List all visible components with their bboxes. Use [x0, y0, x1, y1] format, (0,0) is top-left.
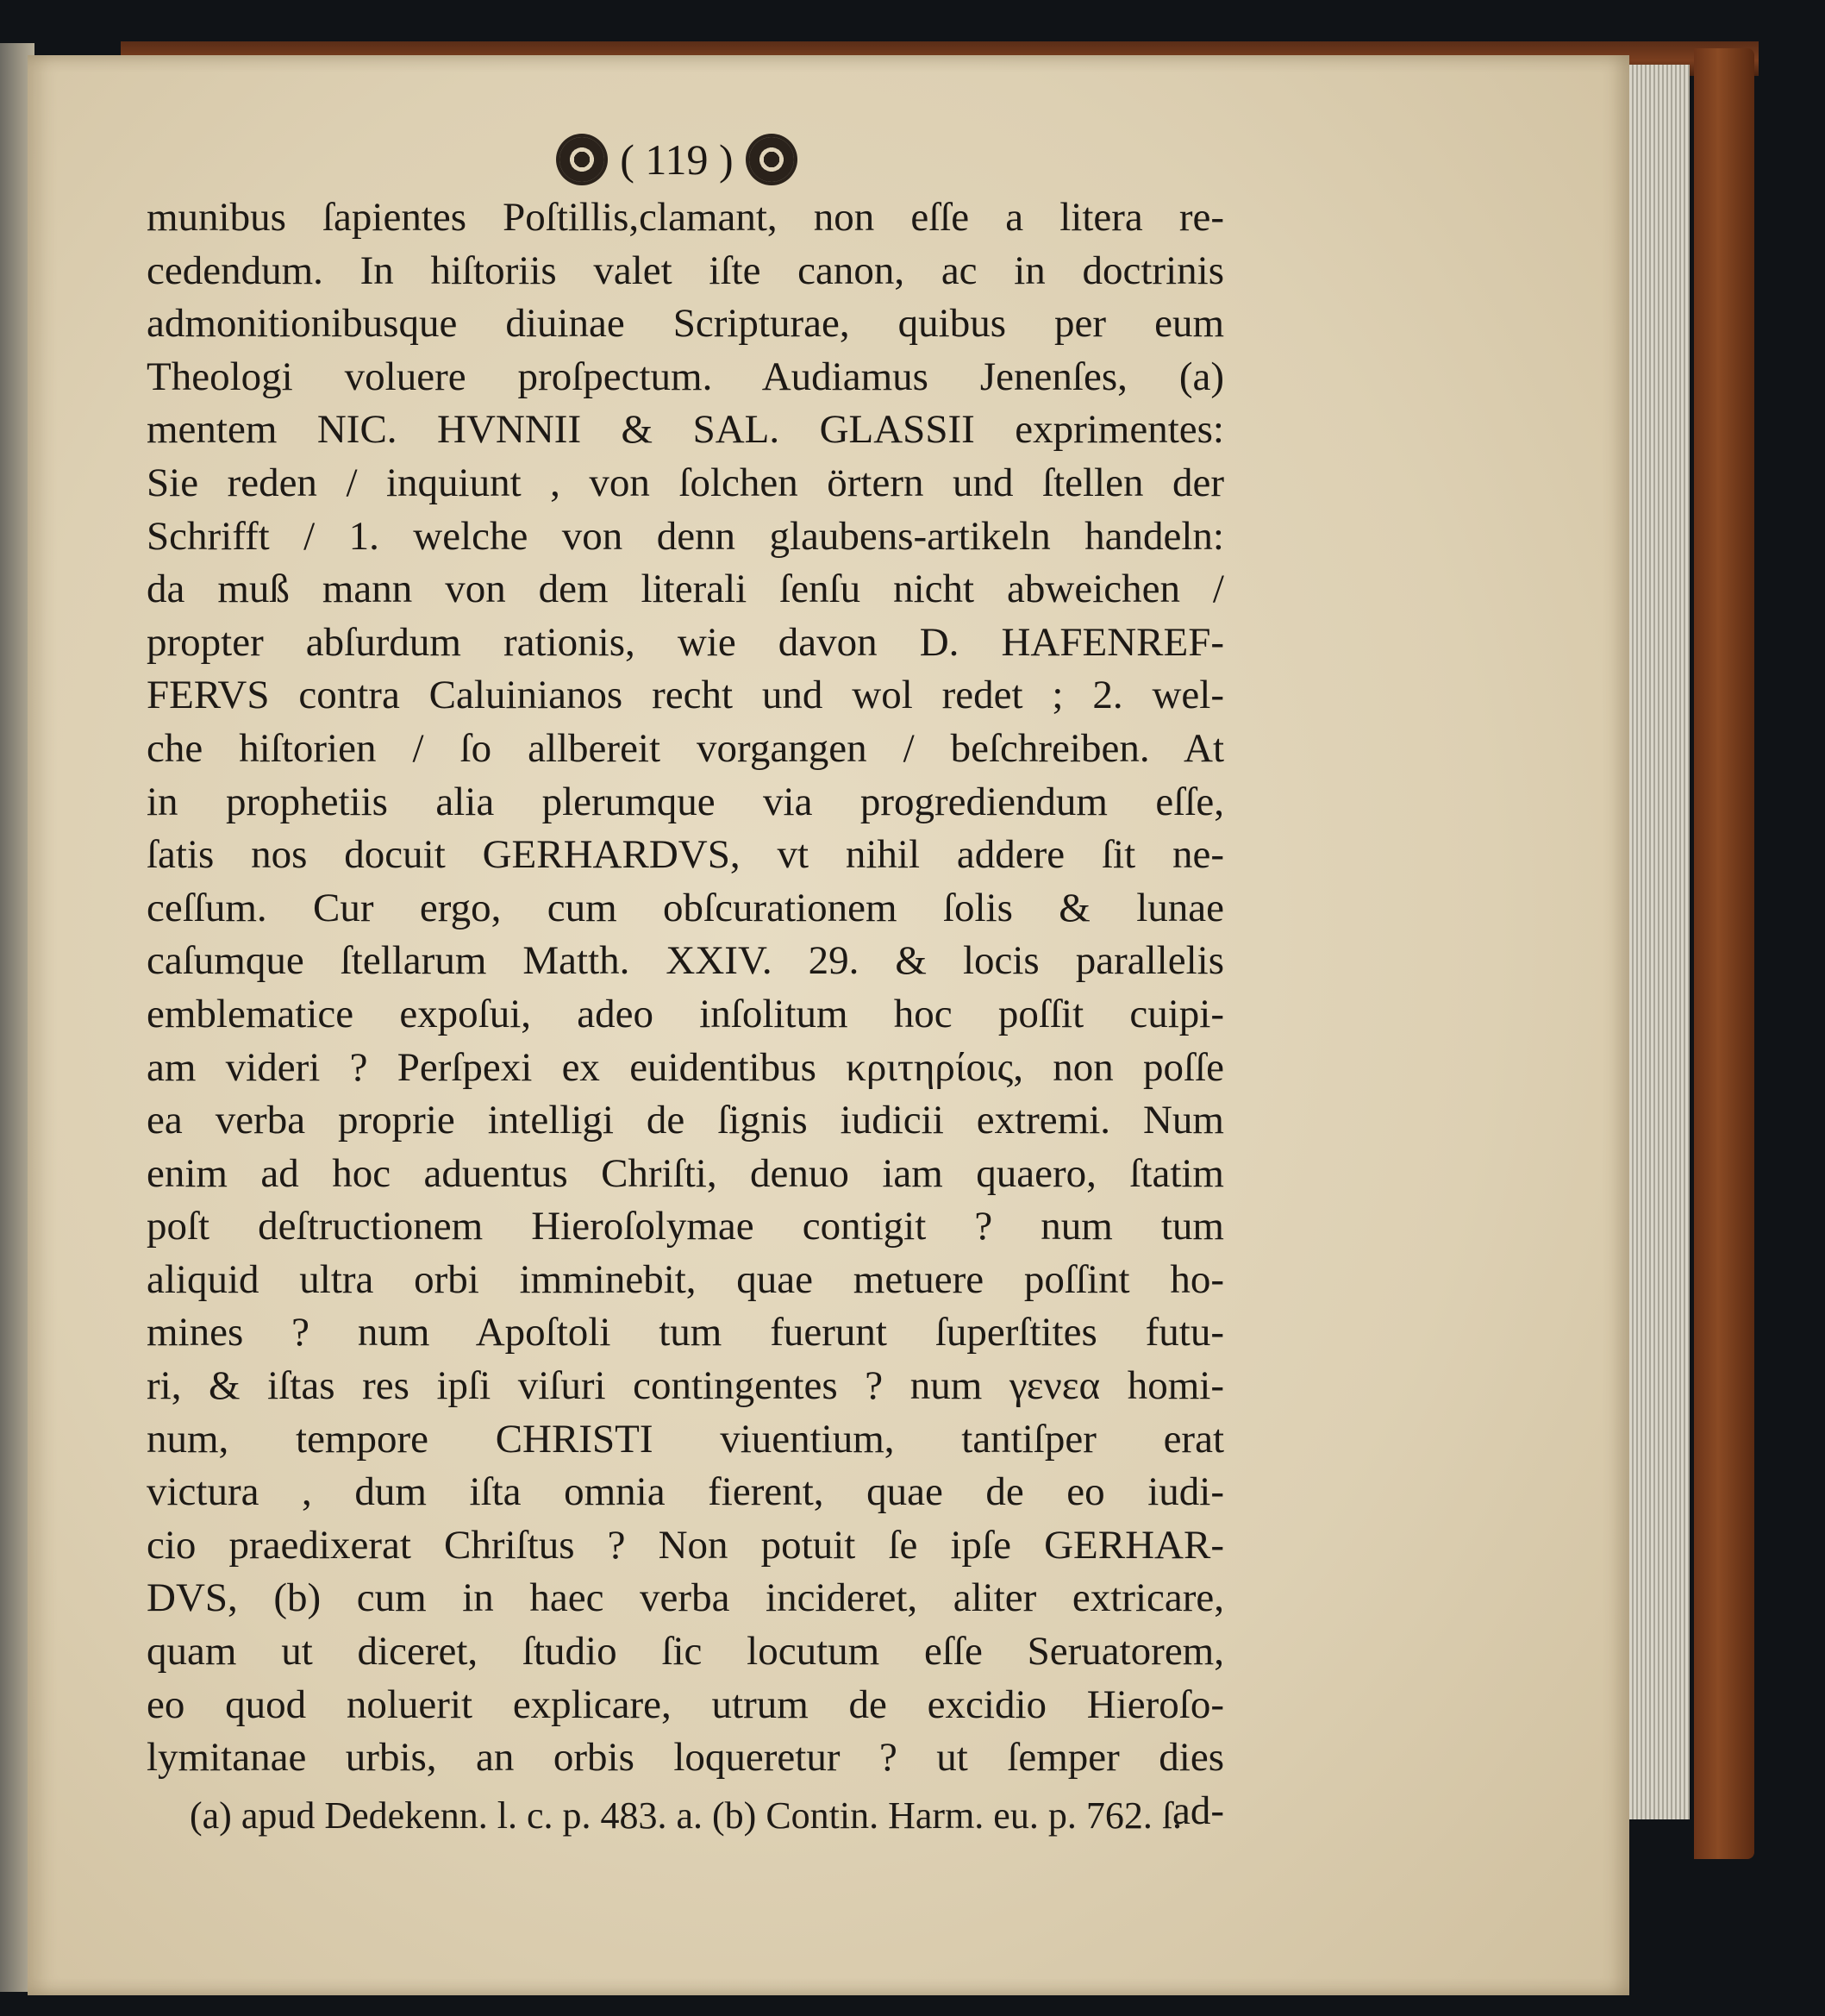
text-line: mines ? num Apoſtoli tum fuerunt ſuperſtites futu- [147, 1310, 1224, 1355]
text-line: admonitionibusque diuinae Scripturae, quibus per eum [147, 301, 1224, 347]
text-line: ad- [1172, 1787, 1224, 1833]
text-line: in prophetiis alia plerumque via progrediendum eſſe, [147, 779, 1224, 824]
footnote: (a) apud Dedekenn. l. c. p. 483. a. (b) Contin. Harm. eu. p. 762. ſ. [190, 1794, 1183, 1837]
text-line: Schrifft / 1. welche von denn glaubens-artikeln handeln: [147, 513, 1224, 559]
text-line: ſatis nos docuit GERHARDVS, vt nihil addere ſit ne- [147, 832, 1224, 878]
cover-board-right [1694, 48, 1754, 1859]
text-line: enim ad hoc aduentus Chriſti, denuo iam quaero, ſtatim [147, 1150, 1224, 1196]
text-line: ceſſum. Cur ergo, cum obſcurationem ſolis & lunae [147, 885, 1224, 930]
page-header [534, 129, 819, 190]
text-line: propter abſurdum rationis, wie davon D. HAFENREF- [147, 619, 1224, 665]
text-line: Sie reden / inquiunt , von ſolchen örtern und ſtellen der [147, 460, 1224, 505]
text-line: ea verba proprie intelligi de ſignis iudicii extremi. Num [147, 1098, 1224, 1143]
text-line: num, tempore CHRISTI viuentium, tantiſper erat [147, 1416, 1224, 1462]
text-line: am videri ? Perſpexi ex euidentibus κριτηρίοις, non poſſe [147, 1044, 1224, 1090]
page-number: ( 119 ) [620, 135, 734, 184]
body-text [147, 191, 1224, 1838]
text-line: caſumque ſtellarum Matth. XXIV. 29. & locis parallelis [147, 938, 1224, 984]
text-line: cio praedixerat Chriſtus ? Non potuit ſe ipſe GERHAR- [147, 1522, 1224, 1568]
text-line: che hiſtorien / ſo allbereit vorgangen / beſchreiben. At [147, 725, 1224, 771]
text-line: lymitanae urbis, an orbis loqueretur ? ut ſemper dies [147, 1735, 1224, 1781]
text-line: eo quod noluerit explicare, utrum de excidio Hieroſo- [147, 1681, 1224, 1727]
text-line: ri, & iſtas res ipſi viſuri contingentes ? num γενεα homi- [147, 1363, 1224, 1409]
text-line: Theologi voluere proſpectum. Audiamus Jenenſes, (a) [147, 354, 1224, 399]
text-line: mentem NIC. HVNNII & SAL. GLASSII exprimentes: [147, 407, 1224, 453]
text-line: emblematice expoſui, adeo inſolitum hoc poſſit cuipi- [147, 991, 1224, 1036]
flower-ornament-icon [559, 137, 604, 182]
text-line: FERVS contra Caluinianos recht und wol redet ; 2. wel- [147, 673, 1224, 718]
text-line: aliquid ultra orbi imminebit, quae metuere poſſint ho- [147, 1256, 1224, 1302]
text-line: victura , dum iſta omnia fierent, quae de eo iudi- [147, 1469, 1224, 1515]
text-line: da muß mann von dem literali ſenſu nicht abweichen / [147, 567, 1224, 612]
text-line: cedendum. In hiſtoriis valet iſte canon, ac in doctrinis [147, 247, 1224, 293]
text-line: munibus ſapientes Poſtillis,clamant, non eſſe a litera re- [147, 195, 1224, 240]
text-line: poſt deſtructionem Hieroſolymae contigit ? num tum [147, 1204, 1224, 1249]
text-line: quam ut diceret, ſtudio ſic locutum eſſe Seruatorem, [147, 1629, 1224, 1675]
flower-ornament-icon [749, 137, 794, 182]
text-line: DVS, (b) cum in haec verba incideret, aliter extricare, [147, 1575, 1224, 1621]
page-edges [1621, 65, 1690, 1819]
